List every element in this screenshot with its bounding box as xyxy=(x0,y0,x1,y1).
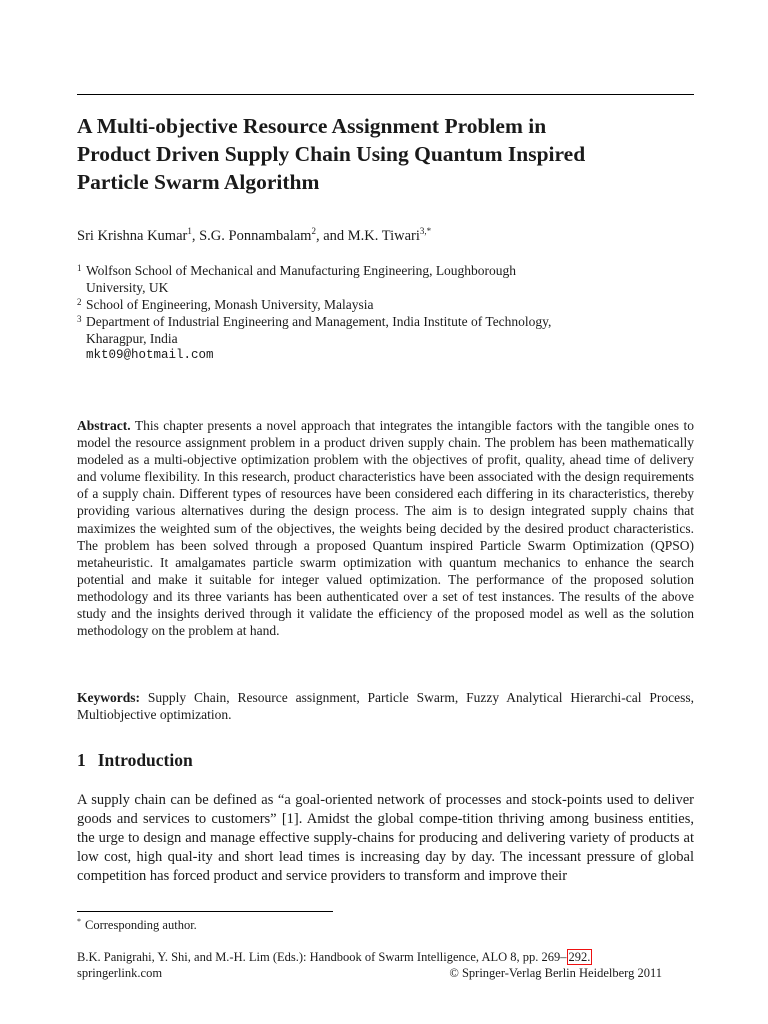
affiliation-2 xyxy=(77,296,551,313)
page-link[interactable]: 292. xyxy=(568,950,591,964)
affiliation-1 xyxy=(77,262,551,296)
author-separator: , and xyxy=(315,228,348,244)
paper-title xyxy=(77,112,694,196)
author-affil-mark: 2 xyxy=(311,226,316,236)
citation-line xyxy=(77,950,592,965)
publisher-site[interactable]: springerlink.com xyxy=(77,966,163,980)
author-name: S.G. Ponnambalam xyxy=(199,228,312,244)
footnote-text: Corresponding author. xyxy=(85,918,197,932)
affil-line: School of Engineering, Monash University, Malaysia xyxy=(86,297,374,312)
section-title: Introduction xyxy=(97,750,193,770)
affil-number: 1 xyxy=(77,263,82,273)
keywords-text: Supply Chain, Resource assignment, Particle Swarm, Fuzzy Analytical Hierarchi-cal Process, Multiobjective optimization. xyxy=(77,690,695,722)
author-list xyxy=(77,228,431,245)
citation-text: B.K. Panigrahi, Y. Shi, and M.-H. Lim (Eds.): Handbook of Swarm Intelligence, ALO 8, pp. 269– xyxy=(77,950,567,964)
section-heading xyxy=(77,750,193,771)
author-affil-mark: 1 xyxy=(187,226,192,236)
affiliation-3 xyxy=(77,313,551,347)
publisher-line xyxy=(77,966,662,981)
abstract-label: Abstract. xyxy=(77,418,131,433)
affil-number: 2 xyxy=(77,297,82,307)
affil-line: University, UK xyxy=(86,280,169,295)
footnote xyxy=(77,918,197,933)
affil-line: Wolfson School of Mechanical and Manufacturing Engineering, Loughborough xyxy=(86,263,517,278)
title-line: Product Driven Supply Chain Using Quantum Inspired xyxy=(77,142,586,166)
contact-email[interactable]: mkt09@hotmail.com xyxy=(86,348,214,362)
abstract xyxy=(77,417,694,639)
intro-paragraph: A supply chain can be defined as “a goal-oriented network of processes and stock-points used to deliver goods and services to customers” [1]. Amidst the global compe-tition thriving among business entities, the urge to design and manage effective supply-chains for producing and delivering variety of products at low cost, high qual-ity and short lead times is increasing day by day. The incessant pressure of global competition has forced product and service providers to transform and improve their xyxy=(77,792,694,885)
author-affil-mark: 3,* xyxy=(419,226,432,236)
title-line: Particle Swarm Algorithm xyxy=(77,170,320,194)
affiliations xyxy=(77,262,551,364)
keywords-label: Keywords: xyxy=(77,690,140,705)
author-name: M.K. Tiwari xyxy=(347,228,420,244)
author-name: Sri Krishna Kumar xyxy=(77,228,188,244)
copyright-notice: © Springer-Verlag Berlin Heidelberg 2011 xyxy=(449,966,662,980)
affil-line: Kharagpur, India xyxy=(86,331,178,346)
section-number: 1 xyxy=(77,750,86,770)
author-separator: , xyxy=(191,228,200,244)
abstract-text: This chapter presents a novel approach that integrates the intangible factors with the tangible ones to model the resource assignment problem in a product driven supply chain. The problem has been mathematically modeled as a multi-objective optimization problem with the objectives of profit, quality, ahead time of delivery and volume flexibility. In this research, product characteristics have been associated with the design requirements of a supply chain. Different types of resources have been considered each differing in its characteristics, thereby providing various alternatives during the design process. The aim is to design integrated supply chains that maximizes the weighted sum of the objectives, the weights being decided by the desired product characteristics. The problem has been solved through a proposed Quantum inspired Particle Swarm Optimization (QPSO) metaheuristic. It amalgamates particle swarm optimization with quantum mechanics to enhance the search potential and make it suitable for integer valued optimization. The performance of the proposed solution methodology and its three variants has been authenticated over a set of test instances. The results of the above study and the insights derived through it validate the efficiency of the proposed model as well as the solution methodology on the problem at hand. xyxy=(77,418,694,639)
top-rule xyxy=(77,94,694,95)
keywords xyxy=(77,689,694,723)
footnote-rule xyxy=(77,911,333,912)
affil-number: 3 xyxy=(77,314,82,324)
affil-line: Department of Industrial Engineering and Management, India Institute of Technology, xyxy=(86,314,552,329)
title-line: A Multi-objective Resource Assignment Problem in xyxy=(77,114,547,138)
footnote-mark: * xyxy=(77,917,81,926)
